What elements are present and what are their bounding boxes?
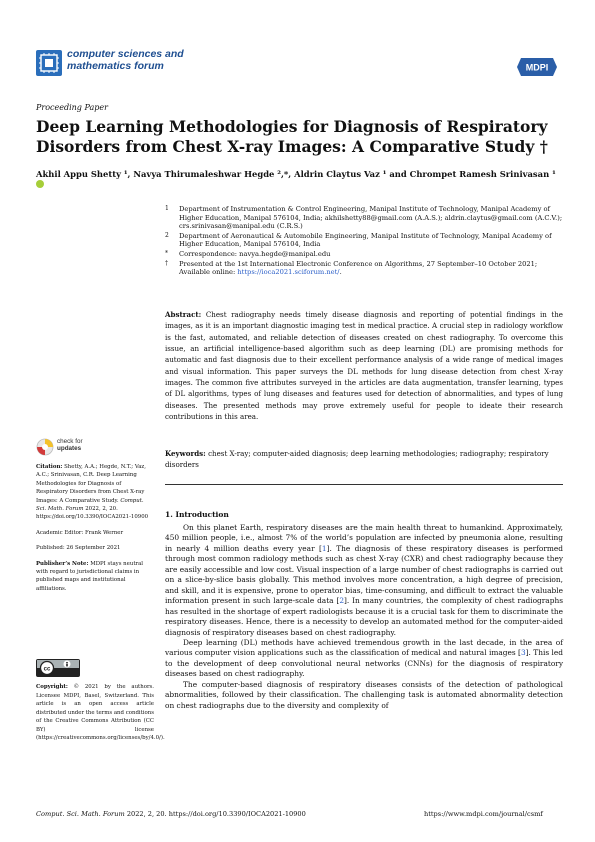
paragraph-1 [165, 523, 563, 638]
check-updates-icon [36, 438, 54, 456]
check-for-updates-button[interactable] [36, 437, 106, 457]
author-names: Akhil Appu Shetty ¹, Navya Thirumaleshwar Hegde ²,*, Aldrin Claytus Vaz ¹ and Chrompet Ramesh Srinivasan ¹ [36, 169, 556, 179]
academic-editor: Academic Editor: Frank Werner [36, 529, 124, 536]
abstract-label: Abstract: [165, 310, 202, 319]
publisher-note [36, 560, 154, 594]
keywords [165, 448, 563, 471]
footer-journal-url[interactable]: https://www.mdpi.com/journal/csmf [424, 810, 543, 818]
article-type: Proceeding Paper [36, 103, 108, 112]
journal-name-line1: computer sciences and [67, 48, 184, 60]
affiliation-mark: 1 [165, 205, 169, 212]
note-text: MDPI stays neutral with regard to jurisdictional claims in published maps and institutional affiliations. [36, 560, 144, 592]
keywords-text: chest X-ray; computer-aided diagnosis; deep learning methodologies; radiography; respiratory disorders [165, 449, 549, 470]
mdpi-logo-text: MDPI [525, 62, 549, 73]
citation-label: Citation: [36, 464, 63, 470]
copyright-label: Copyright: [36, 684, 68, 690]
footer-citation [36, 810, 306, 818]
abstract [165, 309, 563, 422]
body-text [165, 523, 563, 711]
check-line1: check for [57, 438, 83, 445]
conference-link[interactable]: https://ioca2021.sciforum.net/ [237, 268, 340, 277]
affiliation-text: Department of Instrumentation & Control Engineering, Manipal Institute of Technology, Manipal Academy of Higher Education, Manipal 576104, India; akhilshetty88@gmail.com (A.A.S.); aldrin.claytus@gmail.com (A.C.V.); crs.srinivasan@manipal.edu (C.R.S.) [179, 205, 563, 231]
journal-logo-icon [36, 50, 62, 76]
orcid-icon[interactable] [36, 180, 44, 188]
citation-link[interactable]: 2 [339, 596, 345, 606]
mdpi-logo-icon[interactable] [517, 58, 557, 76]
text: On this planet Earth, respiratory diseases are the main health threat to humankind. Approximately, 450 million people, i.e., almost 7% of the world’s population are infected by pneumonia alone, resulting in nearly 4 million deaths every year [ [165, 523, 563, 553]
published-date: Published: 26 September 2021 [36, 545, 121, 552]
section-heading: 1. Introduction [165, 510, 229, 519]
citation-block [36, 463, 154, 593]
footer-journal: Comput. Sci. Math. Forum [36, 810, 125, 818]
note-label: Publisher’s Note: [36, 560, 89, 567]
copyright-text: © 2021 by the authors. Licensee MDPI, Basel, Switzerland. This article is an open access article distributed under the terms and conditions of the Creative Commons Attribution (CC BY) license (https://creativecommons.org/licenses/by/4.0/). [36, 684, 165, 741]
cc-by-license-icon[interactable] [36, 659, 80, 677]
citation-link[interactable]: 3 [520, 648, 526, 658]
affiliation-mark: 2 [165, 231, 169, 239]
abstract-text: Chest radiography needs timely disease diagnosis and reporting of potential findings in the images, as it is an important diagnostic imaging test in medical practice. A crucial step in radiology workflow is the fast, automated, and reliable detection of diseases created on chest radiography. To overcome this issue, an artificial intelligence-based algorithm such as deep learning (DL) are promising methods for automatic and fast diagnosis due to their excellent performance analysis of a wide range of medical images and visual information. This paper surveys the DL methods for lung disease detection from chest X-ray images. The common five attributes surveyed in the articles are data augmentation, transfer learning, types of DL algorithms, types of lung diseases and features used for detection of abnormalities, and types of lung diseases. The presented methods may prove extremely useful for people to ideate their research contributions in this area. [165, 310, 563, 422]
copyright-block [36, 683, 165, 743]
divider [165, 484, 563, 485]
journal-name-line2: mathematics forum [67, 60, 164, 72]
journal-name[interactable] [67, 48, 184, 72]
svg-text:cc: cc [43, 666, 51, 673]
affiliation-1 [165, 205, 565, 231]
conference-text: Presented at the 1st International Electronic Conference on Algorithms, 27 September–10 October 2021; Available online: [179, 259, 538, 277]
citation-journal: Comput. Sci. Math. Forum [36, 497, 144, 513]
affiliations [165, 205, 565, 278]
text: Deep learning (DL) methods have achieved tremendous growth in the last decade, in the area of various computer vision applications such as the classification of medical and natural images [ [165, 637, 563, 658]
paragraph-3: The computer-based diagnosis of respiratory diseases consists of the detection of pathological abnormalities, followed by their classification. The challenging task is automated abnormality detection on chest radiographs due to the diversity and complexity of [165, 679, 563, 710]
text: ]. In many countries, the complexity of chest radiographs has resulted in the shortage of expert radiologists because it is a crucial task for them to discriminate the respiratory diseases. Hence, there is a necessity to develop an automated method for the computer-aided diagnosis of respiratory diseases based on chest radiography. [165, 596, 563, 637]
correspondence-text[interactable]: Correspondence: navya.hegde@manipal.edu [179, 249, 331, 258]
affiliation-2 [165, 232, 565, 249]
check-line2: updates [57, 445, 82, 452]
keywords-label: Keywords: [165, 449, 206, 458]
paragraph-2 [165, 638, 563, 680]
correspondence-mark: * [165, 249, 168, 257]
footer-doi[interactable]: 2022, 2, 20. https://doi.org/10.3390/IOCA2021-10900 [126, 810, 306, 818]
correspondence [165, 250, 565, 259]
text: ]. The diagnosis of these respiratory diseases is performed through most common radiology methods such as chest X-ray (CXR) and chest radiography because they are easily accessible and low cost. Visual inspection of a large number of chest radiographs is carried out on a slice-by-slice basis globally. This method involves more concentration, a high degree of precision, and skill, and it is expensive, prone to operator bias, time-consuming, and difficult to extract the valuable information present in such large-scale data [ [165, 543, 563, 606]
conference-note [165, 260, 565, 277]
text: ]. This led to the development of deep convolutional neural networks (CNNs) for the diagnosis of respiratory diseases based on chest radiography. [165, 648, 563, 679]
author-list [36, 169, 566, 189]
paper-title: Deep Learning Methodologies for Diagnosis of Respiratory Disorders from Chest X-ray Images: A Comparative Study † [36, 117, 548, 156]
affiliation-text: Department of Aeronautical & Automobile Engineering, Manipal Institute of Technology, Manipal Academy of Higher Education, Manipal 576104, India [179, 231, 552, 249]
conference-tail: . [339, 268, 342, 277]
dagger-mark: † [165, 259, 168, 267]
citation-text: Shetty, A.A.; Hegde, N.T.; Vaz, A.C.; Srinivasan, C.R. Deep Learning Methodologies for Diagnosis of Respiratory Disorders from Chest X-ray Images: A Comparative Study. [36, 464, 146, 504]
citation-link[interactable]: 1 [321, 543, 327, 553]
citation-tail[interactable]: 2022, 2, 20. https://doi.org/10.3390/IOCA2021-10900 [36, 506, 149, 521]
